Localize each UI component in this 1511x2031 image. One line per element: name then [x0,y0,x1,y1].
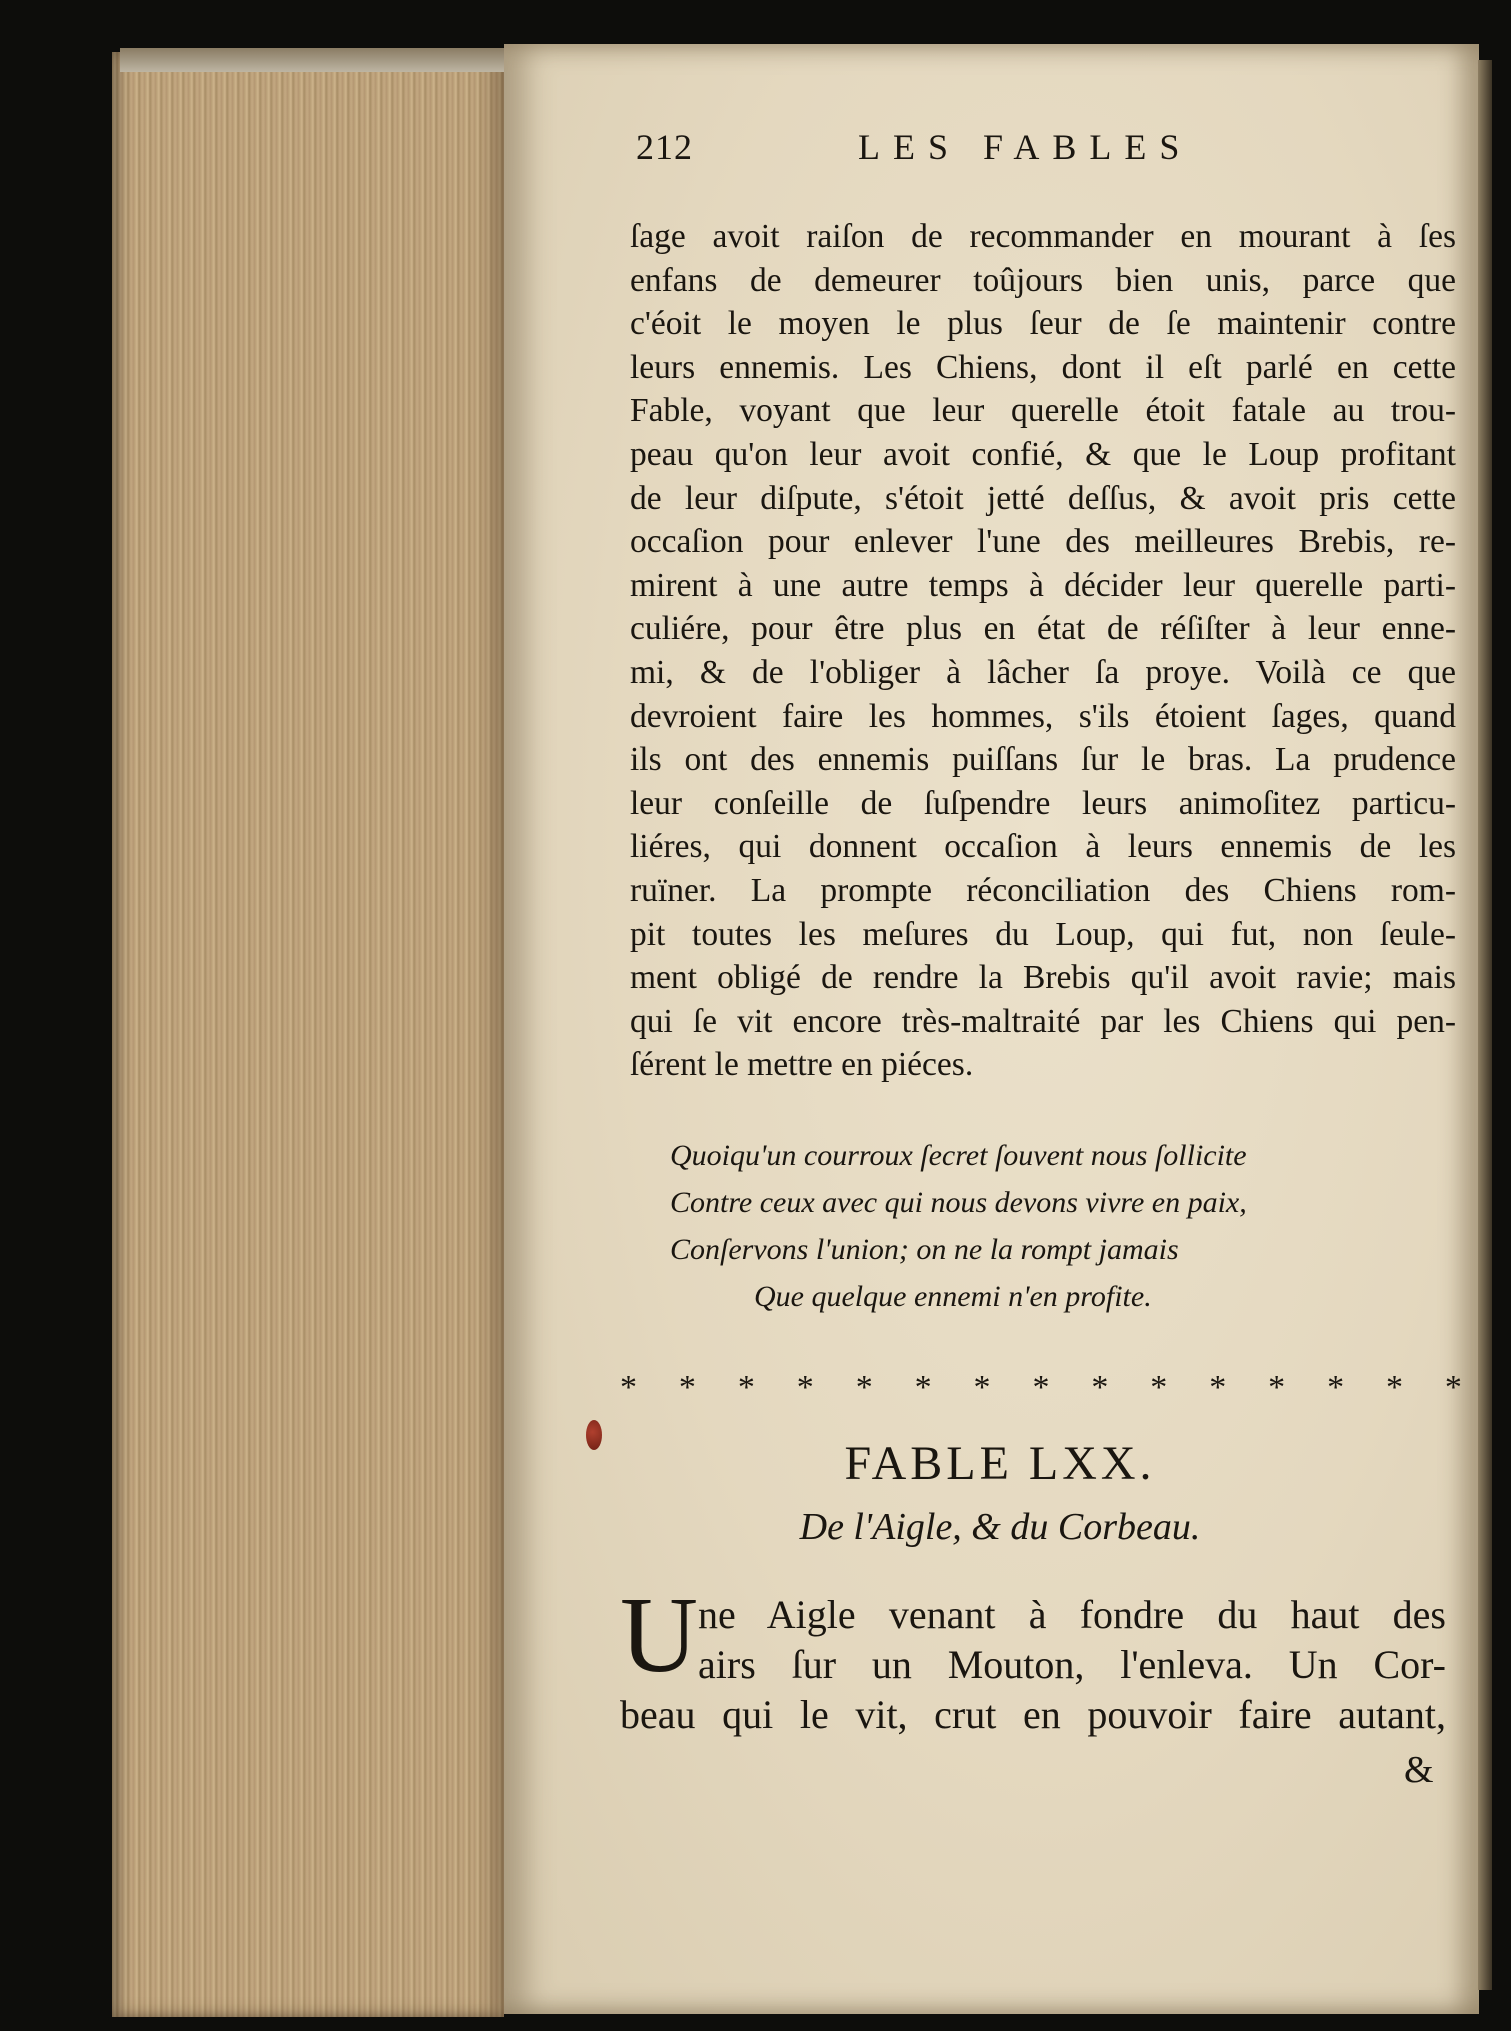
verse-line: Quoiqu'un courroux ſecret ſouvent nous ſollicite [670,1139,1247,1172]
body-line: ruïner. La prompte réconciliation des Chiens rom- [630,871,1456,909]
asterisk-icon: * [737,1369,755,1406]
body-text [630,215,1456,1087]
body-line: peau qu'on leur avoit confié, & que le Loup profitant [630,435,1456,473]
body-line: qui ſe vit encore très-maltraité par les Chiens qui pen- [630,1002,1456,1040]
asterisk-icon: * [1268,1369,1286,1406]
asterisk-icon: * [620,1369,637,1406]
fable-line: ne Aigle venant à fondre du haut des [698,1592,1446,1637]
fable-subtitle: De l'Aigle, & du Corbeau. [799,1506,1201,1548]
fable-line: airs ſur un Mouton, l'enleva. Un Cor- [698,1642,1446,1687]
body-line: ſérent le mettre en piéces. [630,1046,974,1084]
asterisk-ornament-row [620,1368,1462,1408]
body-line: de leur diſpute, s'étoit jetté deſſus, & avoit pris cette [630,479,1456,517]
moral-verse [670,1132,1430,1320]
page-header [636,126,1276,182]
asterisk-icon: * [1091,1369,1109,1406]
body-line: mi, & de l'obliger à lâcher ſa proye. Voilà ce que [630,653,1456,691]
body-line: liéres, qui donnent occaſion à leurs ennemis de les [630,828,1456,866]
asterisk-icon: * [1209,1369,1227,1406]
body-line: c'éoit le moyen le plus ſeur de ſe maintenir contre [630,305,1456,343]
verse-line: Que quelque ennemi n'en profite. [754,1280,1152,1313]
body-line: culiére, pour être plus en état de réſiſter à leur enne- [630,610,1456,648]
body-line: ment obligé de rendre la Brebis qu'il avoit ravie; mais [630,959,1456,997]
page-gutter-shadow [1478,60,1492,1990]
body-line: pit toutes les meſures du Loup, qui fut, non ſeule- [630,915,1456,953]
binding-top-edge [120,48,510,72]
asterisk-icon: * [1150,1369,1168,1406]
page-stack-edge [112,52,504,2017]
drop-cap: U [620,1576,698,1695]
asterisk-icon: * [914,1369,932,1406]
asterisk-icon: * [1444,1369,1462,1406]
body-line: enfans de demeurer toûjours bien unis, parce que [630,261,1456,299]
fable-title: FABLE LXX. [844,1437,1156,1490]
asterisk-icon: * [1327,1369,1345,1406]
catchword: & [1404,1749,1434,1791]
body-line: leurs ennemis. Les Chiens, dont il eſt parlé en cette [630,348,1456,386]
body-line: mirent à une autre temps à décider leur querelle parti- [630,566,1456,604]
asterisk-icon: * [1385,1369,1403,1406]
asterisk-icon: * [796,1369,814,1406]
body-line: devroient faire les hommes, s'ils étoient ſages, quand [630,697,1456,735]
asterisk-icon: * [973,1369,991,1406]
body-line: ils ont des ennemis puiſſans ſur le bras. La prudence [630,741,1456,779]
running-title: LES FABLES [858,127,1193,167]
asterisk-icon: * [855,1369,873,1406]
fable-line: beau qui le vit, crut en pouvoir faire autant, [620,1692,1446,1737]
asterisk-icon: * [678,1369,696,1406]
body-line: ſage avoit raiſon de recommander en mourant à ſes [630,218,1456,255]
verse-line: Conſervons l'union; on ne la rompt jamais [670,1233,1179,1266]
page-number: 212 [636,127,693,167]
fable-text [620,1590,1446,1740]
verse-line: Contre ceux avec qui nous devons vivre en paix, [670,1186,1247,1219]
body-line: Fable, voyant que leur querelle étoit fatale au trou- [630,392,1456,430]
asterisk-icon: * [1032,1369,1050,1406]
body-line: leur conſeille de ſuſpendre leurs animoſitez particu- [630,784,1456,822]
body-line: occaſion pour enlever l'une des meilleures Brebis, re- [630,523,1456,561]
